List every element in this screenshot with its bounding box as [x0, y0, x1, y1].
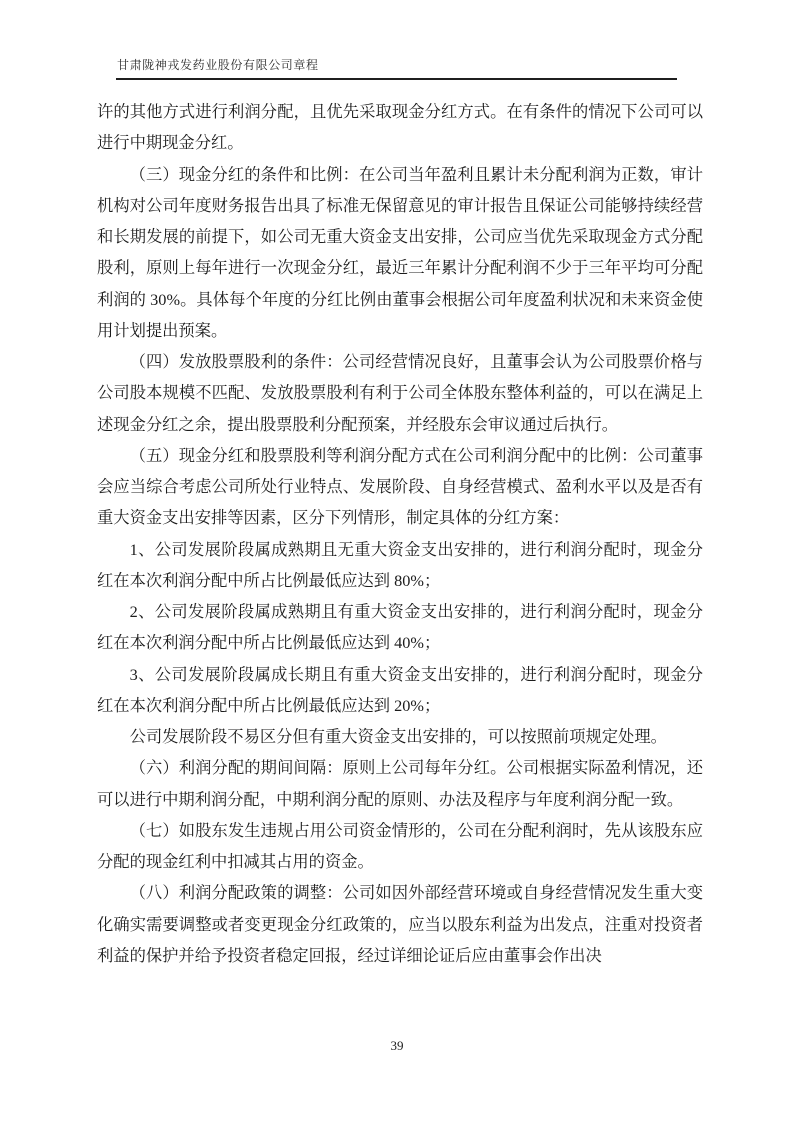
page-header-title: 甘肃陇神戎发药业股份有限公司章程	[117, 58, 319, 72]
page-number: 39	[390, 1038, 404, 1053]
paragraph: （七）如股东发生违规占用公司资金情形的，公司在分配利润时，先从该股东应分配的现金红利中扣减其占用的资金。	[97, 820, 703, 871]
paragraph: （五）现金分红和股票股利等利润分配方式在公司利润分配中的比例：公司董事会应当综合考虑公司所处行业特点、发展阶段、自身经营模式、盈利水平以及是否有重大资金支出安排等因素，区分下列情形，制定具体的分红方案：	[97, 445, 703, 528]
document-body	[97, 96, 703, 971]
paragraph: 公司发展阶段不易区分但有重大资金支出安排的，可以按照前项规定处理。	[129, 727, 667, 746]
paragraph: 许的其他方式进行利润分配，且优先采取现金分红方式。在有条件的情况下公司可以进行中期现金分红。	[97, 102, 703, 153]
header-divider	[116, 78, 677, 80]
paragraph: （六）利润分配的期间间隔：原则上公司每年分红。公司根据实际盈利情况，还可以进行中期利润分配，中期利润分配的原则、办法及程序与年度利润分配一致。	[97, 758, 703, 809]
paragraph: 3、公司发展阶段属成长期且有重大资金支出安排的，进行利润分配时，现金分红在本次利润分配中所占比例最低应达到 20%；	[97, 664, 703, 715]
paragraph: 2、公司发展阶段属成熟期且有重大资金支出安排的，进行利润分配时，现金分红在本次利润分配中所占比例最低应达到 40%；	[97, 602, 703, 653]
paragraph: （八）利润分配政策的调整：公司如因外部经营环境或自身经营情况发生重大变化确实需要调整或者变更现金分红政策的，应当以股东利益为出发点，注重对投资者利益的保护并给予投资者稳定回报，经过详细论证后应由董事会作出决	[97, 883, 703, 965]
paragraph: （四）发放股票股利的条件：公司经营情况良好，且董事会认为公司股票价格与公司股本规模不匹配、发放股票股利有利于公司全体股东整体利益的，可以在满足上述现金分红之余，提出股票股利分配预案，并经股东会审议通过后执行。	[97, 352, 703, 434]
paragraph: 1、公司发展阶段属成熟期且无重大资金支出安排的，进行利润分配时，现金分红在本次利润分配中所占比例最低应达到 80%；	[97, 539, 703, 590]
paragraph: （三）现金分红的条件和比例：在公司当年盈利且累计未分配利润为正数，审计机构对公司年度财务报告出具了标准无保留意见的审计报告且保证公司能够持续经营和长期发展的前提下，如公司无重大资金支出安排，公司应当优先采取现金方式分配股利，原则上每年进行一次现金分红，最近三年累计分配利润不少于三年平均可分配利润的 30%。具体每个年度的分红比例由董事会根据公司年度盈利状况和未来资金使用计划提出预案。	[97, 164, 703, 340]
